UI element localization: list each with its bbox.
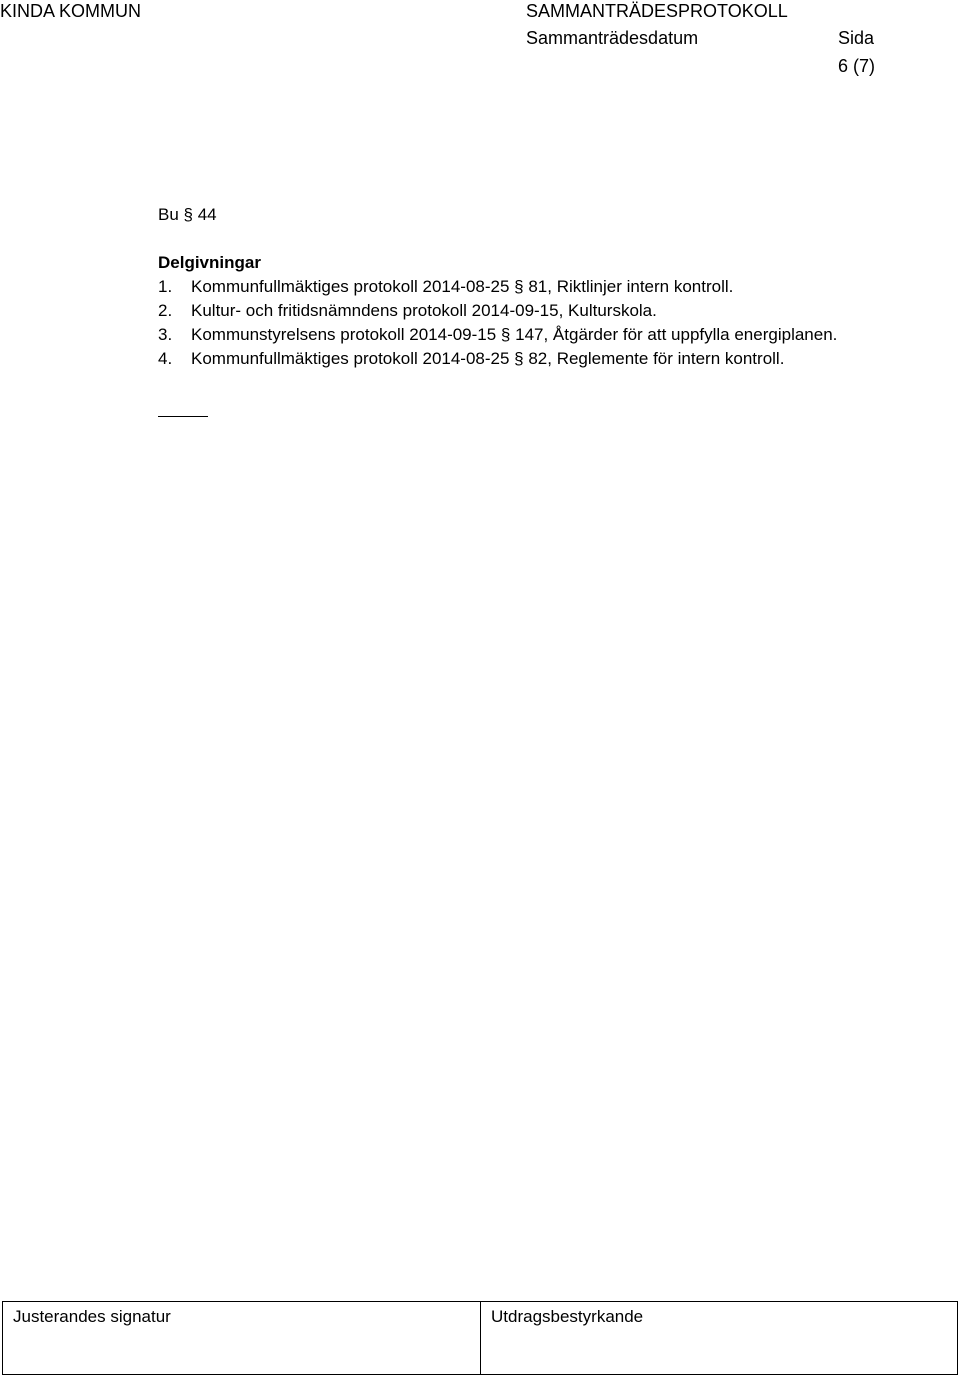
- extract-certification-label: Utdragsbestyrkande: [491, 1307, 644, 1326]
- list-item: [158, 299, 938, 323]
- meeting-date-label: Sammanträdesdatum: [526, 28, 699, 48]
- item-number: 4.: [158, 349, 173, 368]
- signature-label: Justerandes signatur: [13, 1307, 171, 1326]
- section-end-rule: [158, 416, 208, 417]
- item-number: 1.: [158, 277, 173, 296]
- extract-certification-cell: [481, 1302, 957, 1374]
- page-number: 6 (7): [838, 56, 876, 76]
- section-heading: Delgivningar: [158, 253, 261, 272]
- section-id: Bu § 44: [158, 205, 217, 224]
- list-item: [158, 347, 938, 371]
- list-item: [158, 275, 938, 299]
- item-text: Kommunstyrelsens protokoll 2014-09-15 § 147, Åtgärder för att uppfylla energiplanen.: [191, 325, 838, 344]
- item-text: Kommunfullmäktiges protokoll 2014-08-25 § 81, Riktlinjer intern kontroll.: [191, 277, 734, 296]
- list-item: [158, 323, 938, 347]
- footer-signature-table: [2, 1301, 958, 1375]
- organization-name: KINDA KOMMUN: [0, 1, 142, 21]
- signature-cell: [3, 1302, 481, 1374]
- protocol-section: [158, 203, 938, 371]
- item-number: 2.: [158, 301, 173, 320]
- item-number: 3.: [158, 325, 173, 344]
- item-text: Kommunfullmäktiges protokoll 2014-08-25 § 82, Reglemente för intern kontroll.: [191, 349, 785, 368]
- item-list: [158, 275, 938, 371]
- item-text: Kultur- och fritidsnämndens protokoll 2014-09-15, Kulturskola.: [191, 301, 657, 320]
- document-type: SAMMANTRÄDESPROTOKOLL: [526, 1, 788, 21]
- page-label: Sida: [838, 28, 875, 48]
